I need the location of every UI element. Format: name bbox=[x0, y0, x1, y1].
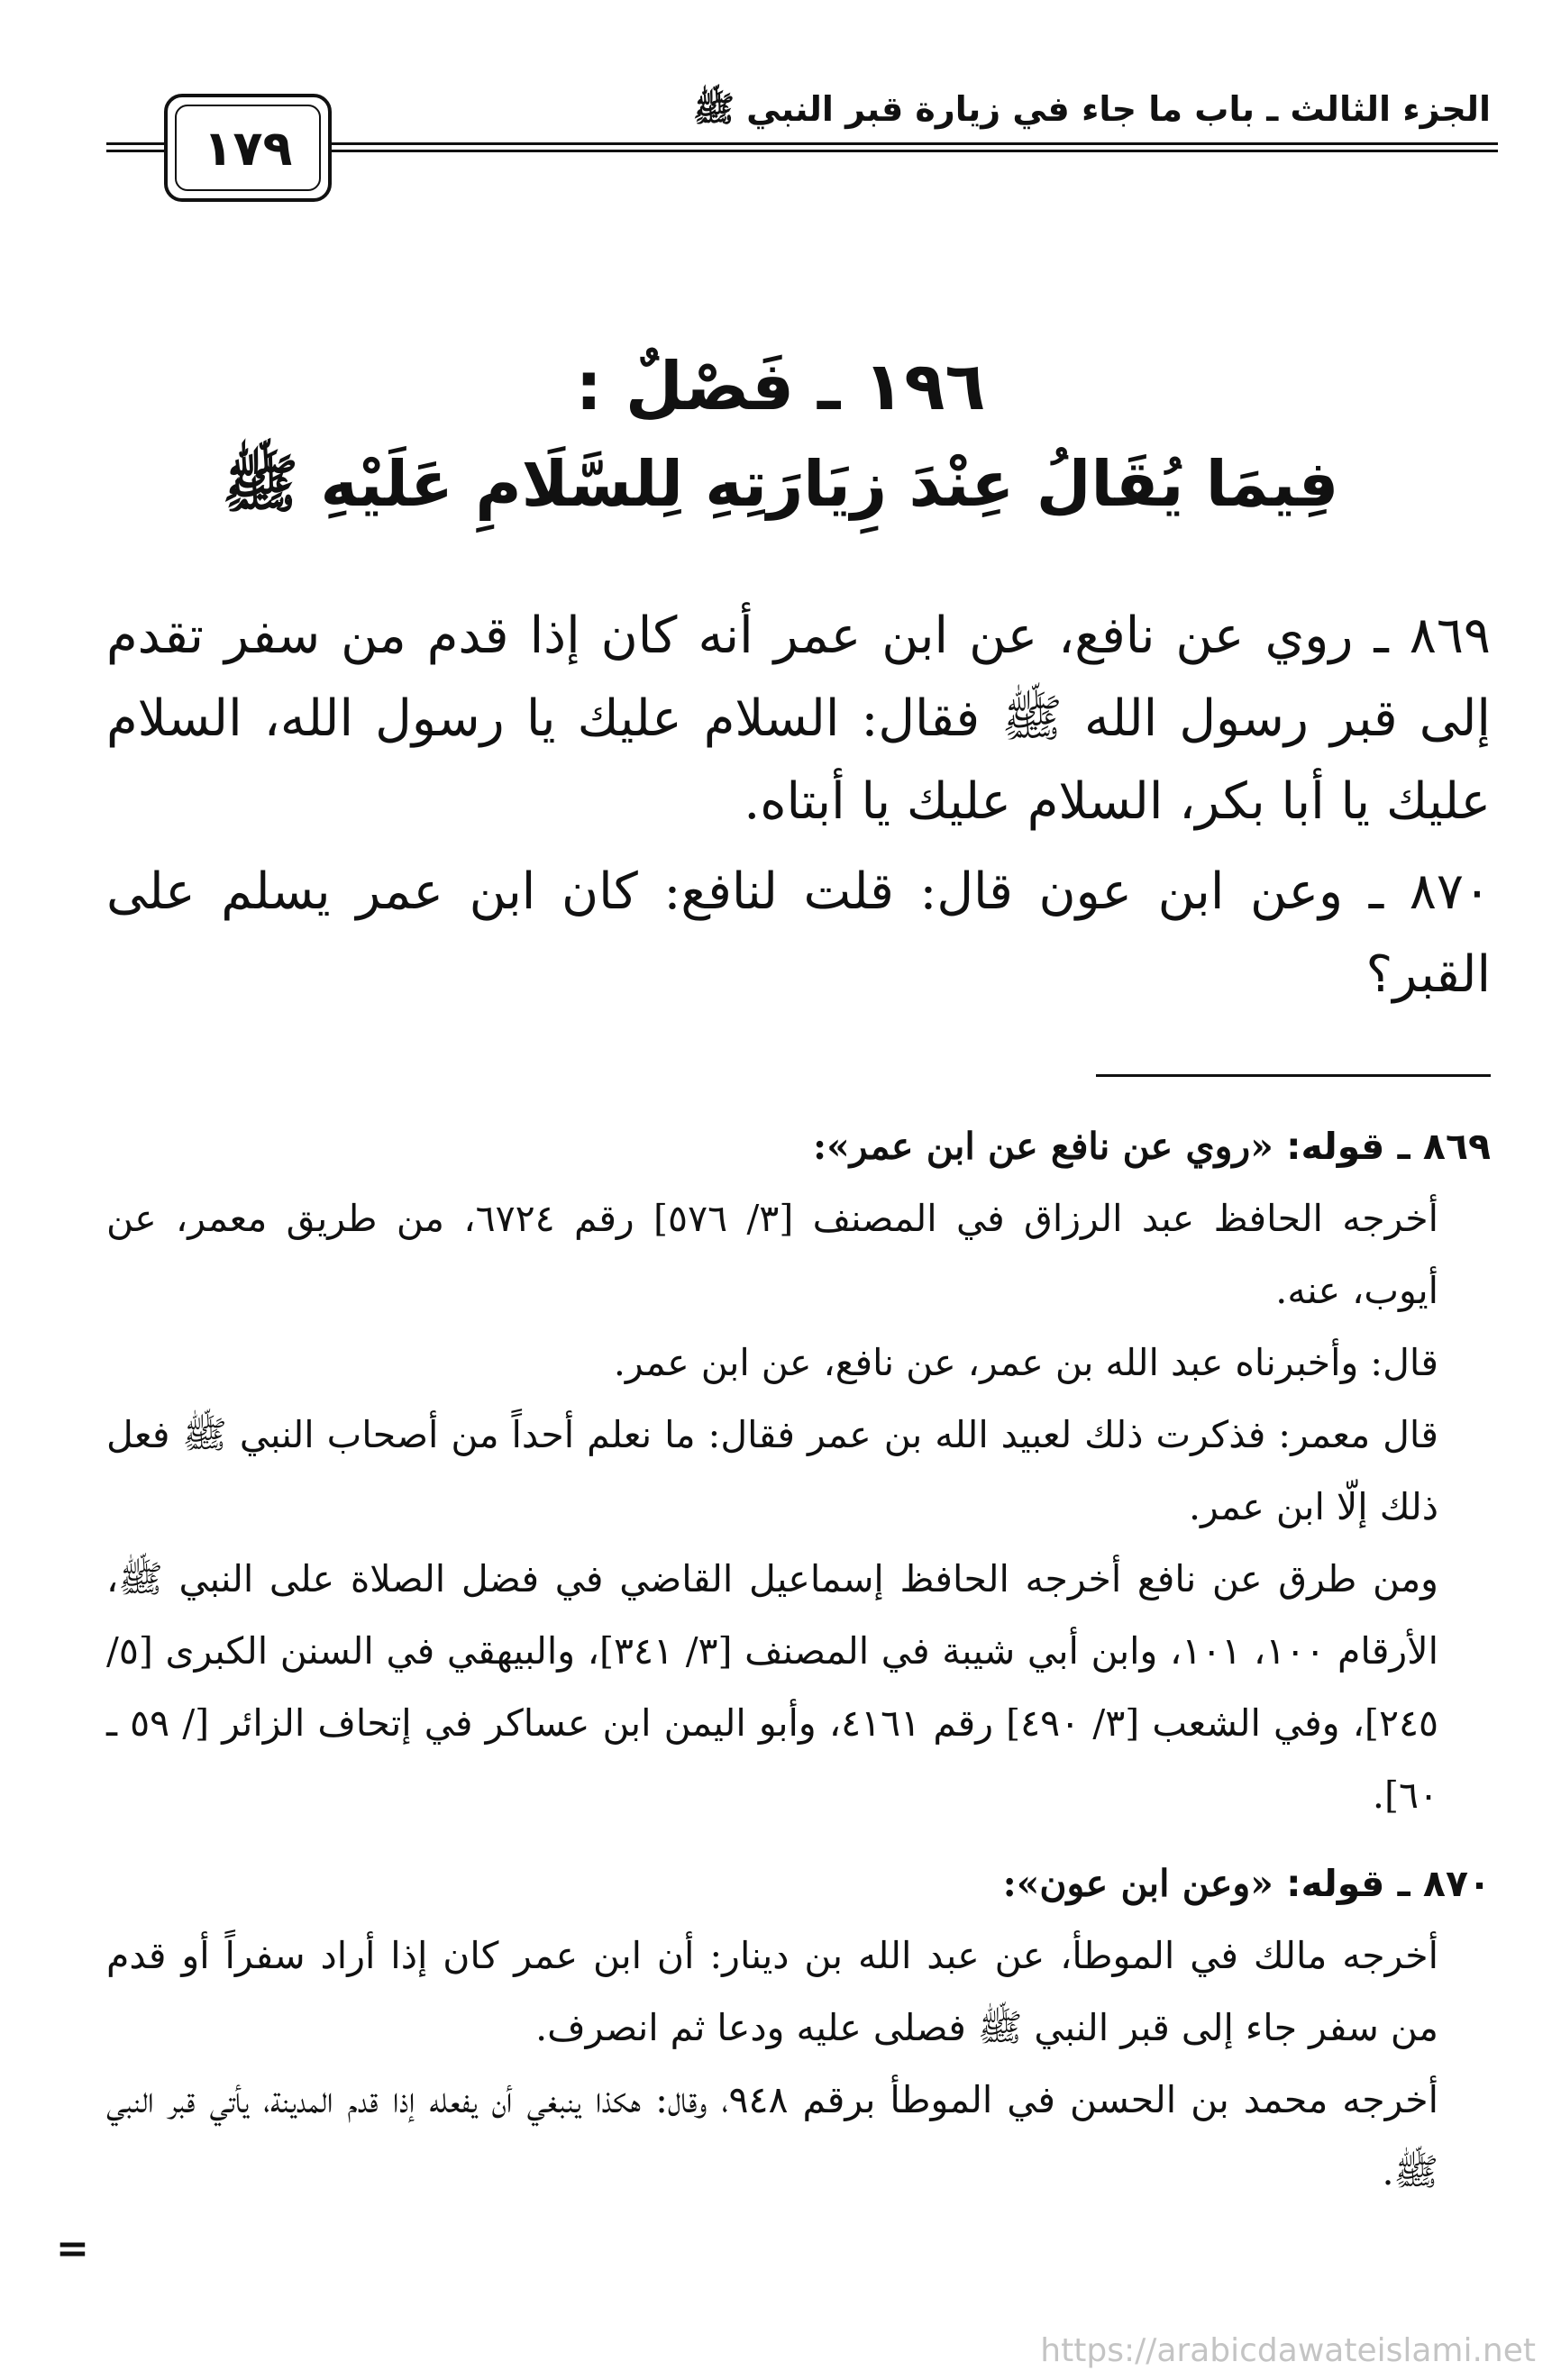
chapter-title: فِيمَا يُقَالُ عِنْدَ زِيَارَتِهِ لِلسَّلَامِ عَلَيْهِ ﷺ bbox=[222, 447, 1339, 521]
watermark-url: https://arabicdawateislami.net bbox=[1040, 2332, 1536, 2369]
main-text bbox=[106, 595, 1491, 1017]
note-869-label: ٨٦٩ ـ قوله: bbox=[1286, 1125, 1491, 1168]
note-870-line: أخرجه محمد بن الحسن في الموطأ برقم ٩٤٨، وقال: هكذا ينبغي أن يفعله إذا قدم المدينة، يأتي قبر النبي ﷺ. bbox=[106, 2078, 1438, 2193]
chapter-number: ١٩٦ ـ فَصْلٌ : bbox=[575, 348, 986, 425]
continuation-mark: = bbox=[56, 2226, 89, 2272]
footnotes bbox=[106, 1110, 1491, 2208]
note-869-line: أخرجه الحافظ عبد الرزاق في المصنف [٣/ ٥٧٦] رقم ٦٧٢٤، من طريق معمر، عن أيوب، عنه. bbox=[106, 1197, 1438, 1312]
running-header: الجزء الثالث ـ باب ما جاء في زيارة قبر النبي ﷺ bbox=[693, 89, 1491, 129]
note-870-label: ٨٧٠ ـ قوله: bbox=[1286, 1862, 1491, 1905]
note-869-heading bbox=[106, 1110, 1491, 1182]
note-870-quote: «وعن ابن عون»: bbox=[1002, 1862, 1273, 1905]
page-number: ١٧٩ bbox=[175, 105, 321, 191]
paragraph-869: ٨٦٩ ـ روي عن نافع، عن ابن عمر أنه كان إذا قدم من سفر تقدم إلى قبر رسول الله ﷺ فقال: السلام عليك يا رسول الله، السلام عليك يا أبا بكر، السلام عليك يا أبتاه. bbox=[106, 606, 1491, 831]
note-870-heading bbox=[106, 1847, 1491, 1920]
footnote-separator bbox=[1096, 1074, 1491, 1077]
note-869-line: قال معمر: فذكرت ذلك لعبيد الله بن عمر فقال: ما نعلم أحداً من أصحاب النبي ﷺ فعل ذلك إلّا ابن عمر. bbox=[106, 1413, 1438, 1528]
note-870-line: أخرجه مالك في الموطأ، عن عبد الله بن دينار: أن ابن عمر كان إذا أراد سفراً أو قدم من سفر جاء إلى قبر النبي ﷺ فصلى عليه ودعا ثم انصرف. bbox=[106, 1934, 1438, 2049]
page-number-frame bbox=[164, 94, 332, 202]
note-869-line: قال: وأخبرناه عبد الله بن عمر، عن نافع، عن ابن عمر. bbox=[613, 1341, 1438, 1384]
paragraph-870: ٨٧٠ ـ وعن ابن عون قال: قلت لنافع: كان ابن عمر يسلم على القبر؟ bbox=[106, 862, 1491, 1004]
note-869-quote: «روي عن نافع عن ابن عمر»: bbox=[812, 1125, 1273, 1168]
note-869-line: ومن طرق عن نافع أخرجه الحافظ إسماعيل القاضي في فضل الصلاة على النبي ﷺ، الأرقام ١٠٠، ١٠١، وابن أبي شيبة في المصنف [٣/ ٣٤١]، والبيهقي في السنن الكبرى [٥/ ٢٤٥]، وفي الشعب [٣/ ٤٩٠] رقم ٤١٦١، وأبو اليمن ابن عساكر في إتحاف الزائر [/ ٥٩ ـ ٦٠]. bbox=[106, 1557, 1439, 1817]
